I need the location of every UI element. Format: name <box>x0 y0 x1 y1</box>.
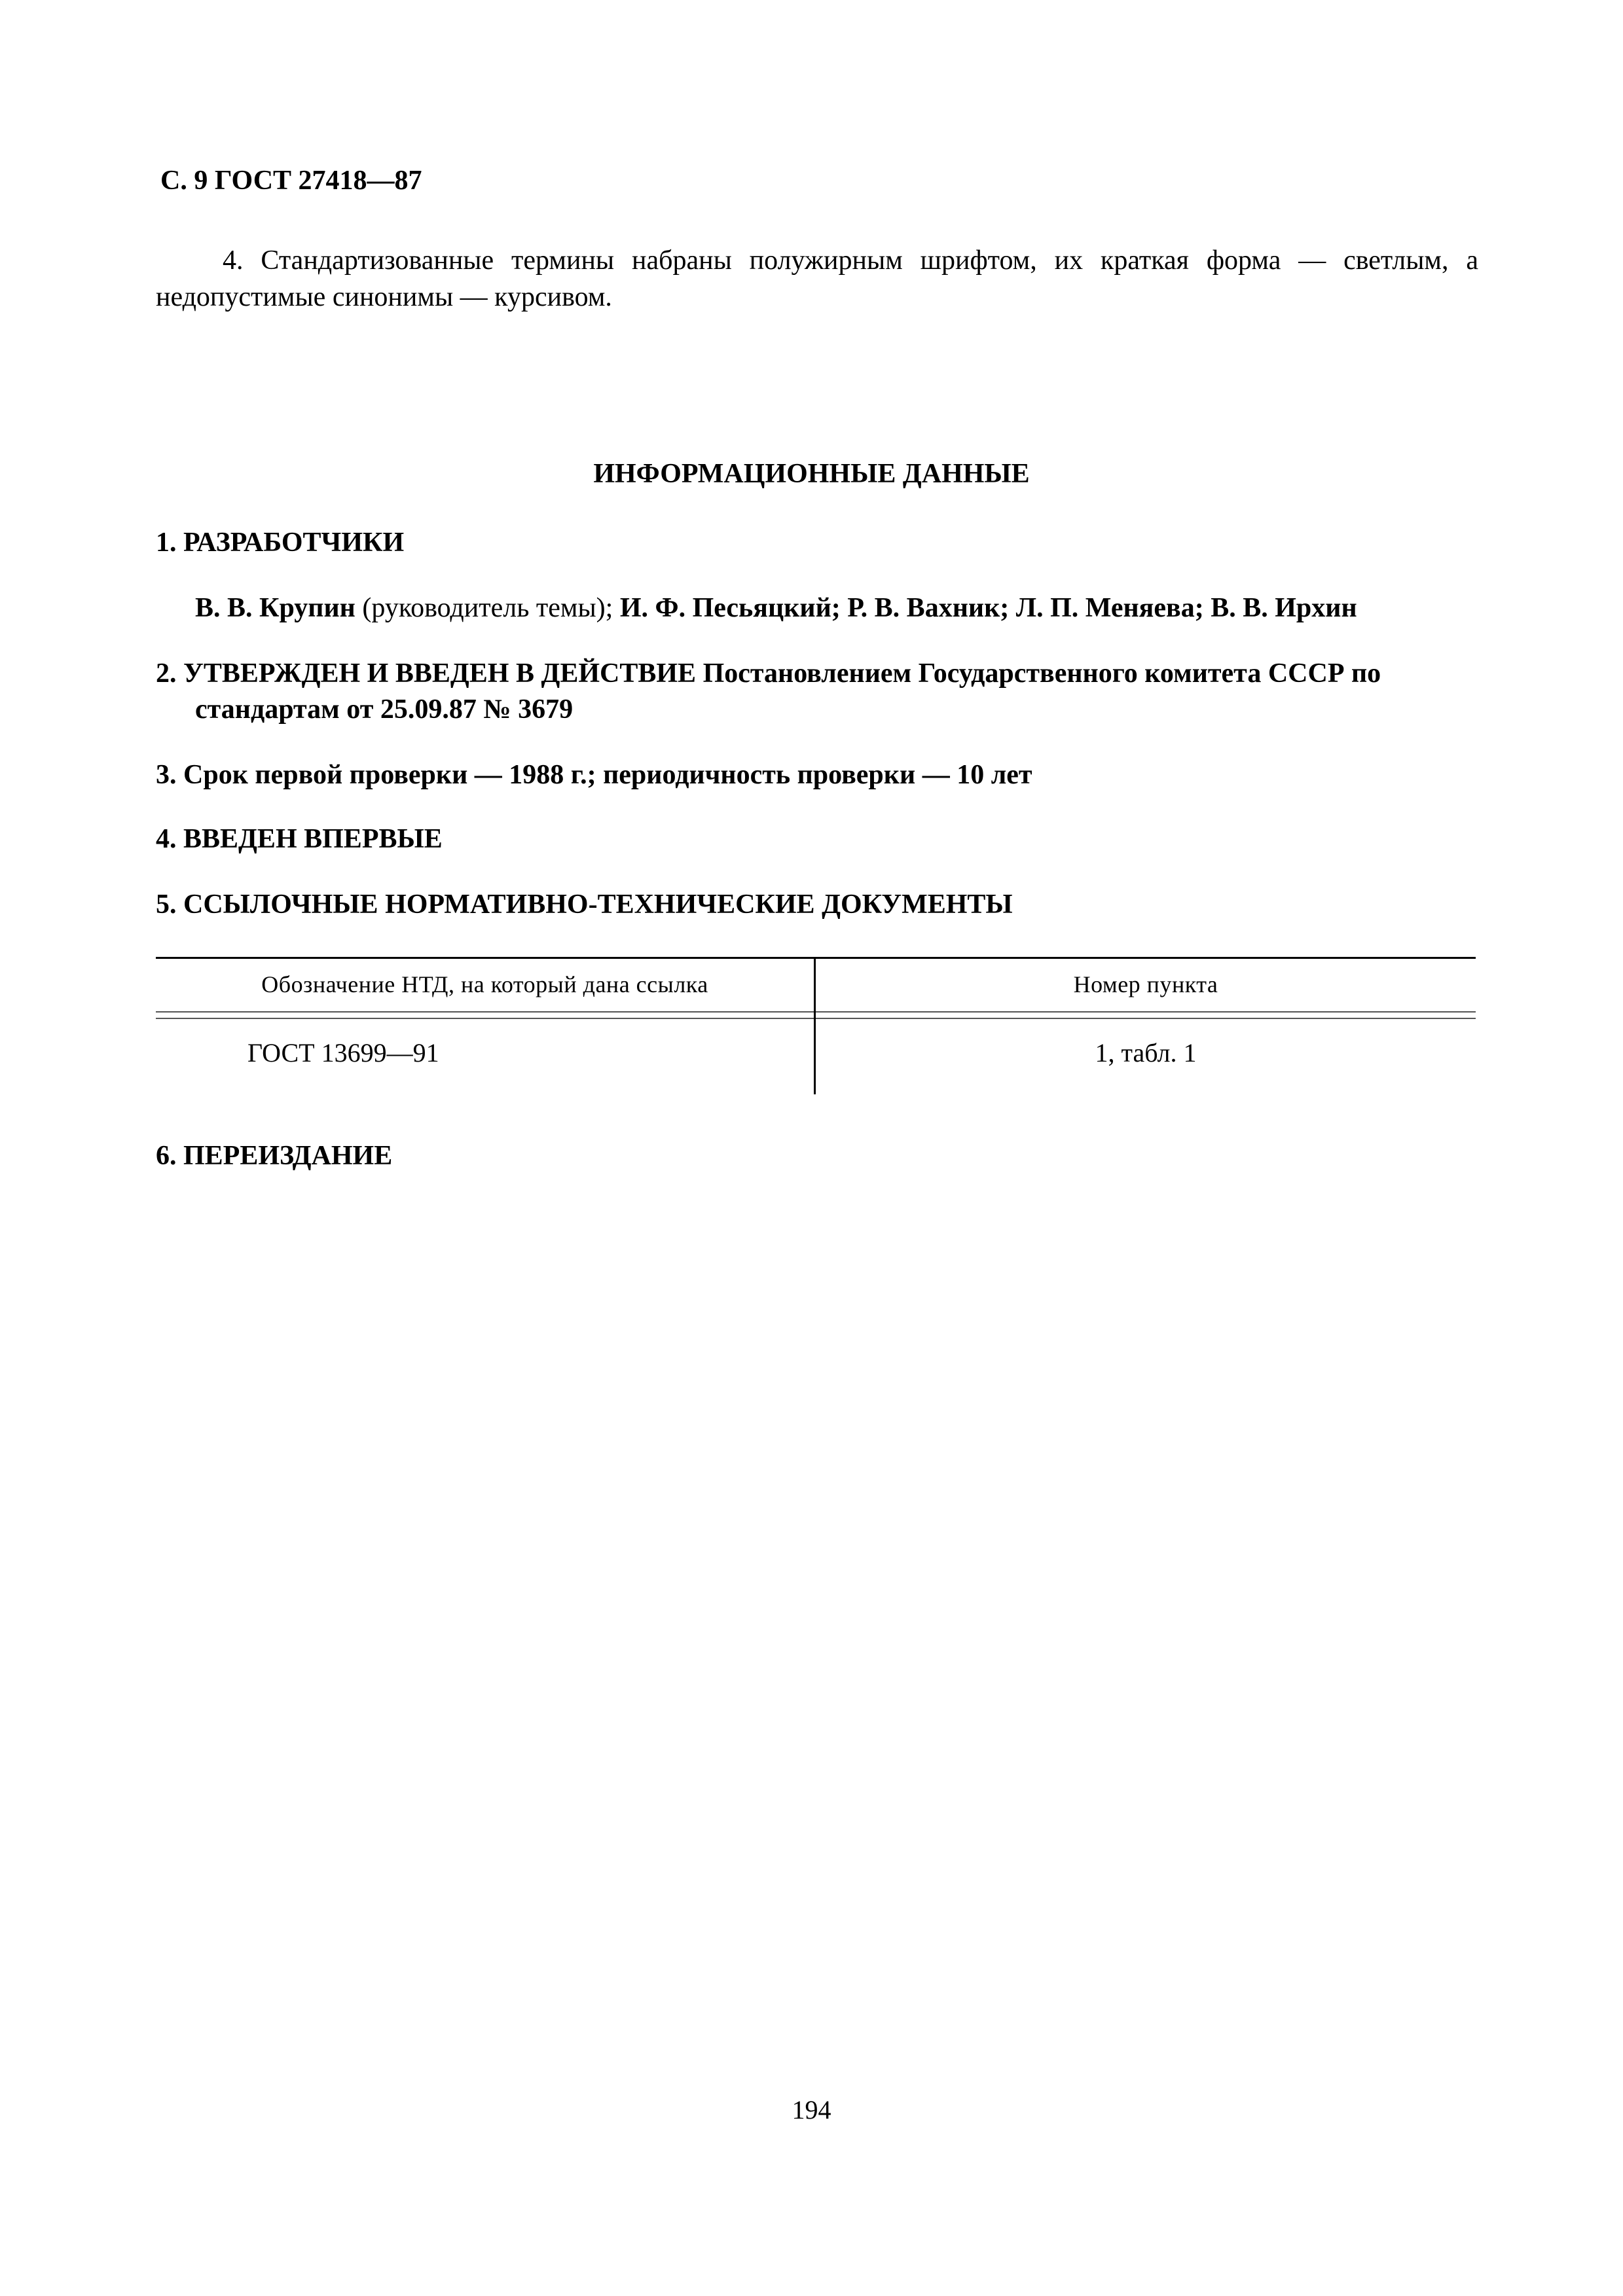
note-line-2: недопустимые синонимы — курсивом. <box>156 282 612 312</box>
note-line-1: 4. Стандартизованные термины набраны полужирным шрифтом, их краткая форма — светлым, а <box>223 245 1478 276</box>
reissue-heading: 6. ПЕРЕИЗДАНИЕ <box>156 1141 393 1171</box>
table-header-divider-2 <box>156 1018 1476 1019</box>
table-cell-clause: 1, табл. 1 <box>1095 1038 1197 1067</box>
first-introduced: 4. ВВЕДЕН ВПЕРВЫЕ <box>156 824 443 854</box>
developers-line <box>195 592 1357 624</box>
approved-line-1: 2. УТВЕРЖДЕН И ВВЕДЕН В ДЕЙСТВИЕ Постановлением Государственного комитета СССР по <box>156 658 1381 689</box>
page-header: С. 9 ГОСТ 27418—87 <box>160 166 422 196</box>
table-header-divider <box>156 1011 1476 1013</box>
table-top-border <box>156 957 1476 959</box>
review-period: 3. Срок первой проверки — 1988 г.; периодичность проверки — 10 лет <box>156 760 1032 790</box>
page-number: 194 <box>792 2095 831 2125</box>
developers-others: И. Ф. Песьяцкий; Р. В. Вахник; Л. П. Меняева; В. В. Ирхин <box>619 593 1357 623</box>
approved-line-2: стандартам от 25.09.87 № 3679 <box>195 694 574 725</box>
references-heading: 5. ССЫЛОЧНЫЕ НОРМАТИВНО-ТЕХНИЧЕСКИЕ ДОКУМЕНТЫ <box>156 889 1013 920</box>
note-paragraph <box>156 242 1478 315</box>
table-header-designation: Обозначение НТД, на который дана ссылка <box>261 971 708 997</box>
developers-heading: 1. РАЗРАБОТЧИКИ <box>156 528 405 558</box>
developer-lead-role: (руководитель темы); <box>355 593 620 623</box>
table-cell-designation: ГОСТ 13699—91 <box>247 1038 439 1067</box>
info-title: ИНФОРМАЦИОННЫЕ ДАННЫЕ <box>593 459 1030 489</box>
table-header-clause: Номер пункта <box>1073 971 1218 997</box>
developer-lead: В. В. Крупин <box>195 593 356 623</box>
